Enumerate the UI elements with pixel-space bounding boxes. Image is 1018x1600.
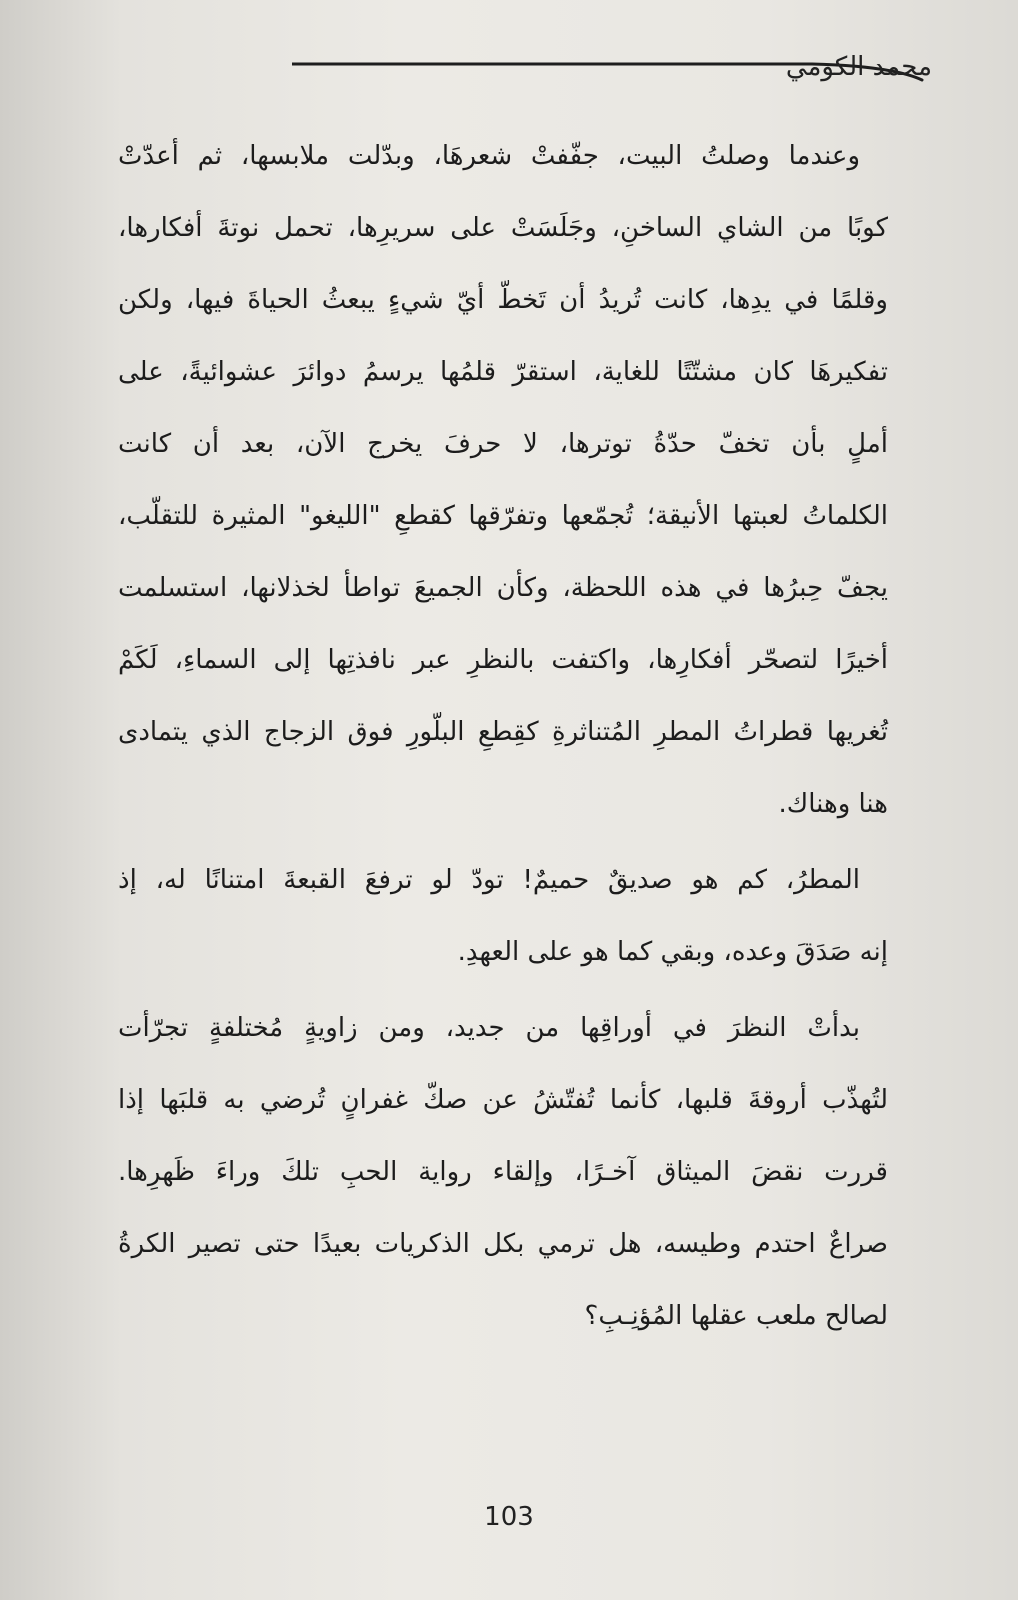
text-line: قررت نقضَ الميثاق آخـرًا، وإلقاء رواية الحبِ تلكَ وراءَ ظَهرِها. [118, 1157, 888, 1187]
running-header [292, 52, 932, 92]
text-line: لتُهذّب أروقةَ قلبها، كأنما تُفتّشُ عن صكّ غفرانٍ تُرضي به قلبَها إذا [118, 1085, 888, 1115]
text-line: إنه صَدَقَ وعده، وبقي كما هو على العهدِ. [457, 937, 888, 967]
text-line: كوبًا من الشاي الساخنِ، وجَلَسَتْ على سريرِها، تحمل نوتةَ أفكارها، [118, 213, 888, 243]
text-line: وقلمًا في يدِها، كانت تُريدُ أن تَخطّ أيّ شيءٍ يبعثُ الحياةَ فيها، ولكن [118, 285, 888, 315]
page-number: 103 [484, 1502, 534, 1532]
text-line: وعندما وصلتُ البيت، جفّفتْ شعرهَا، وبدّلت ملابسها، ثم أعدّتْ [118, 141, 860, 171]
text-line: الكلماتُ لعبتها الأنيقة؛ تُجمّعها وتفرّقها كقطعِ "الليغو" المثيرة للتقلّب، [118, 501, 888, 531]
text-line: يجفّ حِبرُها في هذه اللحظة، وكأن الجميعَ تواطأ لخذلانها، استسلمت [118, 573, 888, 603]
text-line: أملٍ بأن تخفّ حدّةُ توترها، لا حرفَ يخرج الآن، بعد أن كانت [118, 429, 888, 459]
text-line: المطرُ، كم هو صديقٌ حميمٌ! تودّ لو ترفعَ القبعةَ امتنانًا له، إذ [118, 865, 860, 895]
text-line: أخيرًا لتصحّر أفكارِها، واكتفت بالنظرِ عبر نافذتِها إلى السماءِ، لَكَمْ [118, 645, 888, 675]
paragraph-2 [118, 844, 888, 988]
paragraph-3 [118, 992, 888, 1352]
text-line: تفكيرهَا كان مشتّتًا للغاية، استقرّ قلمُها يرسمُ دوائرَ عشوائيةً، على [118, 357, 888, 387]
text-line: هنا وهناك. [778, 789, 888, 819]
text-line: صراعٌ احتدم وطيسه، هل ترمي بكل الذكريات بعيدًا حتى تصير الكرةُ [118, 1229, 888, 1259]
header-author: محمد الكومي [785, 52, 932, 82]
text-line: لصالح ملعب عقلها المُؤنِـبِ؟ [584, 1301, 888, 1331]
text-line: بدأتْ النظرَ في أوراقِها من جديد، ومن زاويةٍ مُختلفةٍ تجرّأت [118, 1013, 860, 1043]
paragraph-1 [118, 120, 888, 840]
text-line: تُغريها قطراتُ المطرِ المُتناثرةِ كقِطعِ البلّورِ فوق الزجاج الذي يتمادى [118, 717, 888, 747]
body-text [118, 120, 888, 1356]
